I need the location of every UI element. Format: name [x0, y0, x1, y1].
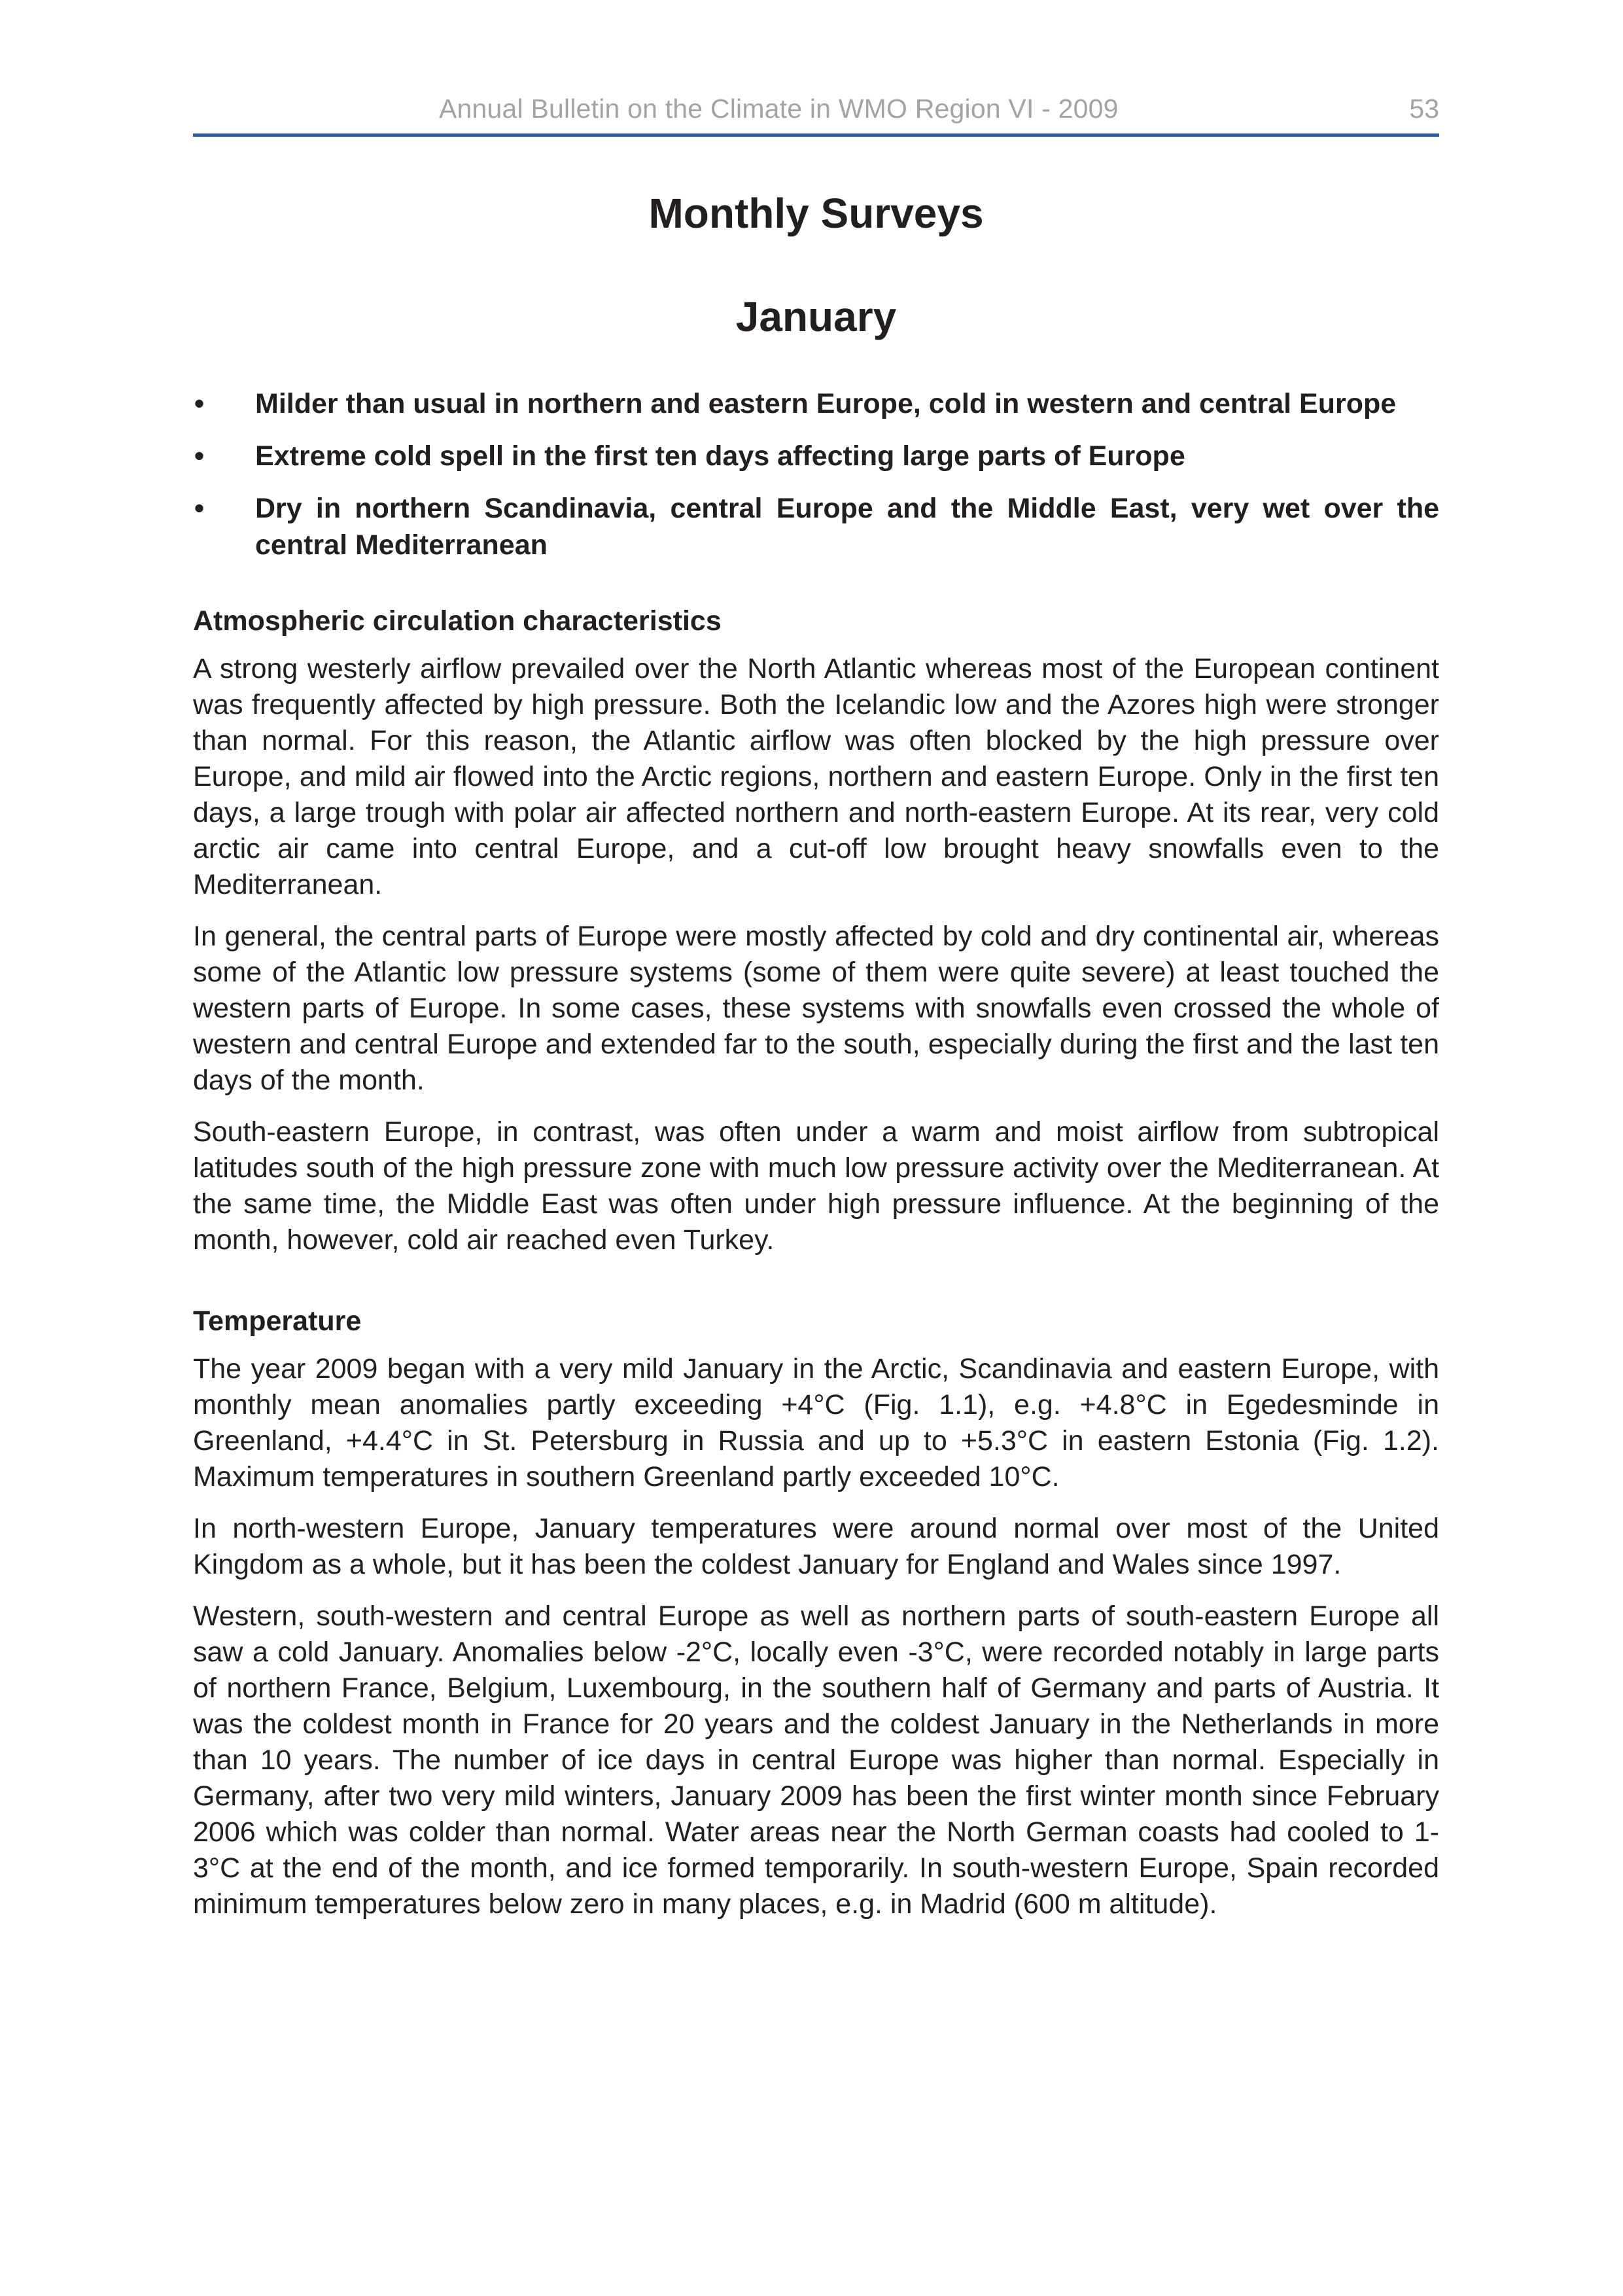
highlight-item — [193, 438, 1439, 474]
section-temperature — [193, 1303, 1439, 1922]
month-title: January — [735, 293, 897, 340]
bullet-icon: • — [194, 440, 205, 472]
main-title: Monthly Surveys — [648, 190, 984, 237]
document-page — [193, 92, 1439, 1922]
paragraph: A strong westerly airflow prevailed over the North Atlantic whereas most of the European continent was frequently affected by high pressure. Both the Icelandic low and the Azores high were stronger than normal. For this reason, the Atlantic airflow was often blocked by the high pressure over Europe, and mild air flowed into the Arctic regions, northern and eastern Europe. Only in the first ten days, a large trough with polar air affected northern and north-eastern Europe. At its rear, very cold arctic air came into central Europe, and a cut-off low brought heavy snowfalls even to the Mediterranean. — [193, 653, 1439, 900]
highlight-item — [193, 385, 1439, 422]
section-heading: Temperature — [193, 1305, 362, 1337]
highlights-list — [193, 385, 1439, 563]
bullet-icon: • — [194, 388, 205, 419]
running-header — [193, 92, 1439, 137]
page-number: 53 — [1409, 94, 1439, 124]
paragraph: In north-western Europe, January temperatures were around normal over most of the United Kingdom as a whole, but it has been the coldest January for England and Wales since 1997. — [193, 1513, 1439, 1580]
header-title: Annual Bulletin on the Climate in WMO Region VI - 2009 — [439, 94, 1119, 124]
highlight-text: Milder than usual in northern and eastern Europe, cold in western and central Europe — [255, 388, 1397, 419]
paragraph: Western, south-western and central Europe as well as northern parts of south-eastern Europe all saw a cold January. Anomalies below -2°C, locally even -3°C, were recorded notably in large parts of northern France, Belgium, Luxembourg, in the southern half of Germany and parts of Austria. It was the coldest month in France for 20 years and the coldest January in the Netherlands in more than 10 years. The number of ice days in central Europe was higher than normal. Especially in Germany, after two very mild winters, January 2009 has been the first winter month since February 2006 which was colder than normal. Water areas near the North German coasts had cooled to 1-3°C at the end of the month, and ice formed temporarily. In south-western Europe, Spain recorded minimum temperatures below zero in many places, e.g. in Madrid (600 m altitude). — [193, 1600, 1439, 1920]
bullet-icon: • — [194, 493, 205, 524]
section-heading: Atmospheric circulation characteristics — [193, 605, 722, 637]
highlight-text: Extreme cold spell in the first ten days affecting large parts of Europe — [255, 440, 1185, 472]
paragraph: In general, the central parts of Europe were mostly affected by cold and dry continental air, whereas some of the Atlantic low pressure systems (some of them were quite severe) at least touched the western parts of Europe. In some cases, these systems with snowfalls even crossed the whole of western and central Europe and extended far to the south, especially during the first and the last ten days of the month. — [193, 921, 1439, 1096]
highlight-item — [193, 490, 1439, 563]
section-atmospheric-circulation — [193, 603, 1439, 1258]
paragraph: The year 2009 began with a very mild January in the Arctic, Scandinavia and eastern Europe, with monthly mean anomalies partly exceeding +4°C (Fig. 1.1), e.g. +4.8°C in Egedesminde in Greenland, +4.4°C in St. Petersburg in Russia and up to +5.3°C in eastern Estonia (Fig. 1.2). Maximum temperatures in southern Greenland partly exceeded 10°C. — [193, 1353, 1439, 1492]
paragraph: South-eastern Europe, in contrast, was often under a warm and moist airflow from subtropical latitudes south of the high pressure zone with much low pressure activity over the Mediterranean. At the same time, the Middle East was often under high pressure influence. At the beginning of the month, however, cold air reached even Turkey. — [193, 1116, 1439, 1256]
highlight-text: Dry in northern Scandinavia, central Europe and the Middle East, very wet over the central Mediterranean — [255, 493, 1439, 561]
